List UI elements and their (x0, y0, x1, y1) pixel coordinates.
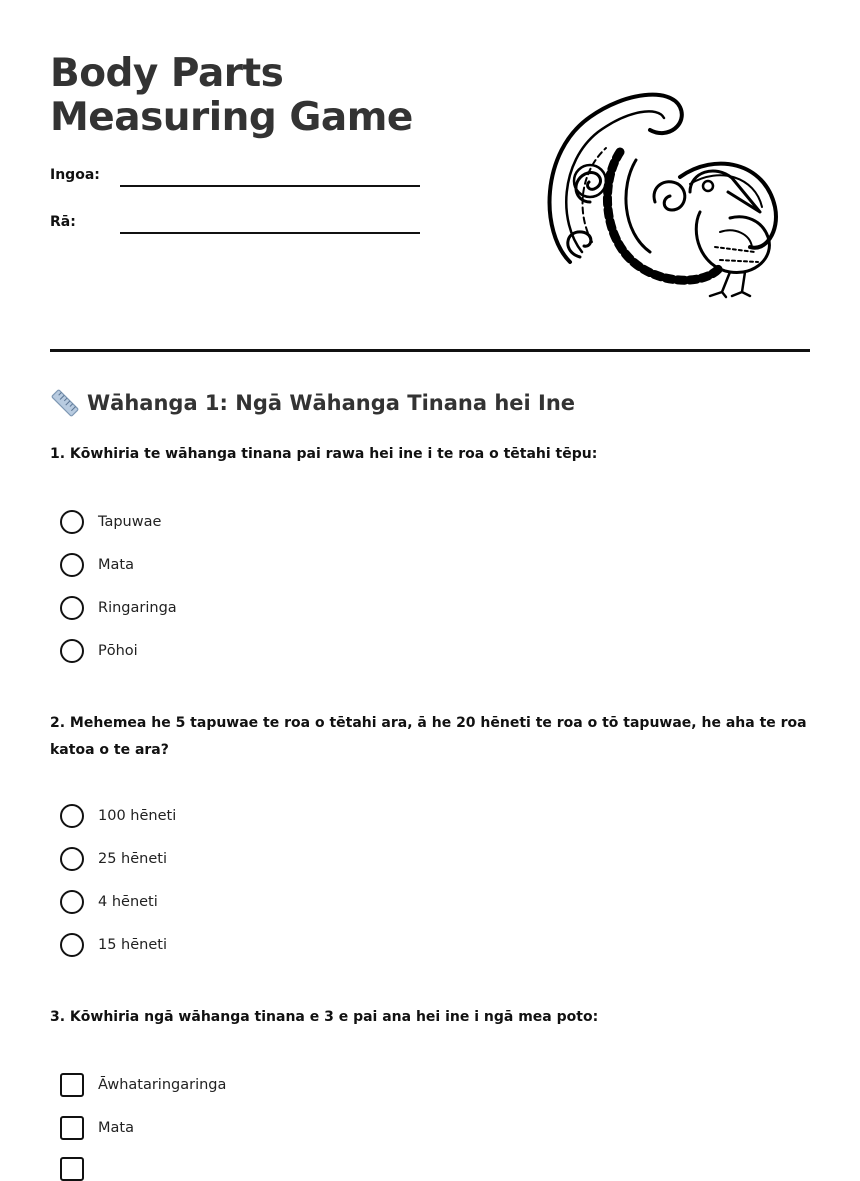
date-input-line[interactable] (120, 232, 420, 234)
q2-option-3[interactable] (60, 890, 158, 914)
option-label: Mata (98, 557, 134, 573)
q2-option-4[interactable] (60, 933, 167, 957)
radio-button[interactable] (60, 596, 84, 620)
radio-button[interactable] (60, 639, 84, 663)
question-2-text: 2. Mehemea he 5 tapuwae te roa o tētahi ara, ā he 20 hēneti te roa o tō tapuwae, he aha te roa katoa o te ara? (50, 715, 807, 758)
option-label: Ringaringa (98, 600, 177, 616)
radio-button[interactable] (60, 804, 84, 828)
ruler-icon (50, 388, 80, 418)
option-label: Pōhoi (98, 643, 138, 659)
option-label: 25 hēneti (98, 851, 167, 867)
option-label: 100 hēneti (98, 808, 177, 824)
date-label: Rā: (50, 214, 76, 230)
page-title: Body Parts Measuring Game (50, 51, 413, 140)
q2-option-1[interactable] (60, 804, 176, 828)
q1-option-1[interactable] (60, 510, 161, 534)
question-1-text: 1. Kōwhiria te wāhanga tinana pai rawa hei ine i te roa o tētahi tēpu: (50, 446, 598, 462)
bird-koru-illustration (540, 82, 790, 304)
radio-button[interactable] (60, 553, 84, 577)
name-label: Ingoa: (50, 167, 100, 183)
radio-button[interactable] (60, 510, 84, 534)
q2-option-2[interactable] (60, 847, 167, 871)
checkbox[interactable] (60, 1073, 84, 1097)
option-label: Āwhataringaringa (98, 1077, 227, 1093)
q3-option-1[interactable] (60, 1073, 226, 1097)
header-divider (50, 349, 810, 352)
section-heading (50, 388, 575, 418)
option-label: Mata (98, 1120, 134, 1136)
q1-option-3[interactable] (60, 596, 177, 620)
q1-option-2[interactable] (60, 553, 134, 577)
radio-button[interactable] (60, 890, 84, 914)
section-heading-text: Wāhanga 1: Ngā Wāhanga Tinana hei Ine (87, 391, 576, 415)
name-field (50, 167, 430, 197)
checkbox[interactable] (60, 1116, 84, 1140)
name-input-line[interactable] (120, 185, 420, 187)
radio-button[interactable] (60, 933, 84, 957)
date-field (50, 214, 430, 244)
q3-option-2[interactable] (60, 1116, 134, 1140)
radio-button[interactable] (60, 847, 84, 871)
option-label: 4 hēneti (98, 894, 158, 910)
option-label: Tapuwae (98, 514, 162, 530)
option-label: 15 hēneti (98, 937, 167, 953)
question-3-text: 3. Kōwhiria ngā wāhanga tinana e 3 e pai ana hei ine i ngā mea poto: (50, 1009, 599, 1025)
q1-option-4[interactable] (60, 639, 138, 663)
